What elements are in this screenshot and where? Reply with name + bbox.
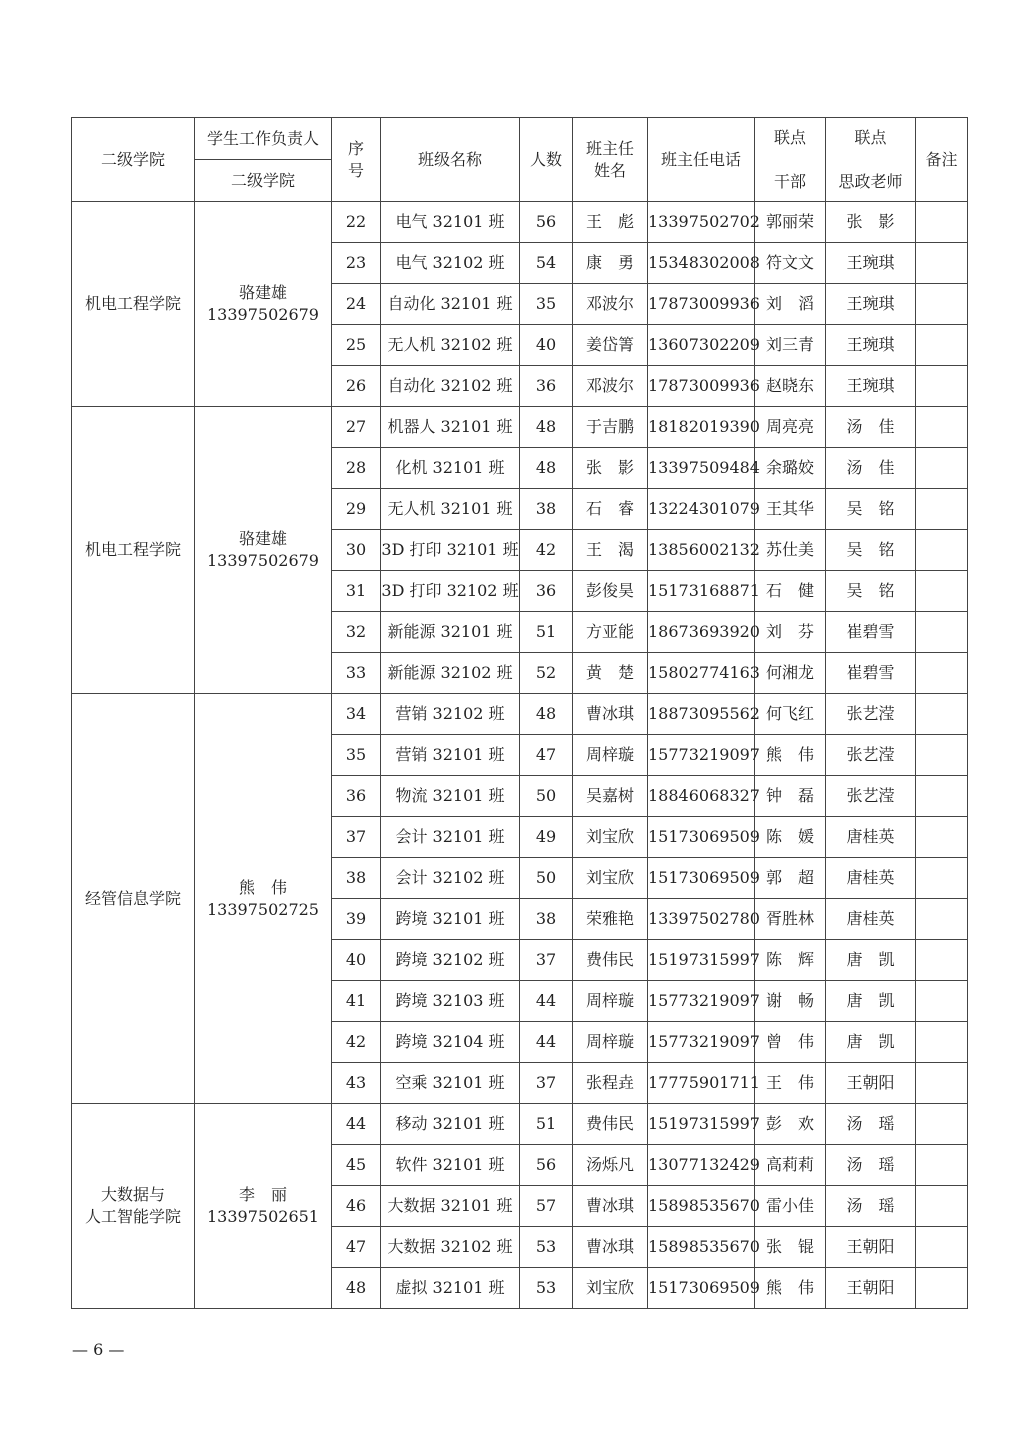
class-name-cell: 3D 打印 32101 班 [381,530,520,571]
phone-cell: 15802774163 [648,653,755,694]
remark-cell [916,981,968,1022]
cadre-cell: 郭 超 [755,858,826,899]
cadre-cell: 何湘龙 [755,653,826,694]
college-cell [72,1104,195,1309]
remark-cell [916,858,968,899]
phone-cell: 13397509484 [648,448,755,489]
phone-cell: 13607302209 [648,325,755,366]
phone-cell: 15197315997 [648,1104,755,1145]
remark-cell [916,407,968,448]
header-count: 人数 [520,118,573,202]
teacher-cell: 曹冰琪 [573,1186,648,1227]
cadre-cell: 刘三青 [755,325,826,366]
counselor-cell: 汤 瑶 [826,1104,916,1145]
lead-name: 熊 伟 [238,877,287,897]
class-name-cell: 自动化 32101 班 [381,284,520,325]
remark-cell [916,1022,968,1063]
class-name-cell: 跨境 32103 班 [381,981,520,1022]
class-name-cell: 机器人 32101 班 [381,407,520,448]
seq-cell: 23 [332,243,381,284]
lead-phone: 13397502679 [207,551,319,570]
count-cell: 57 [520,1186,573,1227]
count-cell: 53 [520,1227,573,1268]
college-cell: 机电工程学院 [72,407,195,694]
counselor-cell: 汤 佳 [826,407,916,448]
class-name-cell: 空乘 32101 班 [381,1063,520,1104]
phone-cell: 17873009936 [648,366,755,407]
teacher-cell: 于吉鹏 [573,407,648,448]
remark-cell [916,612,968,653]
seq-cell: 27 [332,407,381,448]
class-name-cell: 物流 32101 班 [381,776,520,817]
count-cell: 49 [520,817,573,858]
phone-cell: 18846068327 [648,776,755,817]
table-row [72,694,968,735]
header-remark: 备注 [916,118,968,202]
count-cell: 44 [520,981,573,1022]
count-cell: 56 [520,202,573,243]
phone-cell: 15173069509 [648,1268,755,1309]
phone-cell: 15173069509 [648,858,755,899]
class-name-cell: 新能源 32101 班 [381,612,520,653]
teacher-cell: 刘宝欣 [573,817,648,858]
seq-cell: 25 [332,325,381,366]
class-name-cell: 跨境 32102 班 [381,940,520,981]
college-cell: 经管信息学院 [72,694,195,1104]
cadre-cell: 熊 伟 [755,1268,826,1309]
count-cell: 37 [520,1063,573,1104]
seq-cell: 42 [332,1022,381,1063]
cadre-cell: 余璐姣 [755,448,826,489]
class-name-cell: 无人机 32101 班 [381,489,520,530]
header-cadre [755,118,826,202]
header-cadre-top: 联点 [773,127,806,147]
counselor-cell: 王朝阳 [826,1227,916,1268]
cadre-cell: 何飞红 [755,694,826,735]
remark-cell [916,653,968,694]
count-cell: 51 [520,1104,573,1145]
teacher-cell: 张 影 [573,448,648,489]
teacher-cell: 邓波尔 [573,366,648,407]
header-phone: 班主任电话 [648,118,755,202]
seq-cell: 22 [332,202,381,243]
cadre-cell: 张 锟 [755,1227,826,1268]
class-name-cell: 无人机 32102 班 [381,325,520,366]
class-name-cell: 移动 32101 班 [381,1104,520,1145]
phone-cell: 15898535670 [648,1227,755,1268]
seq-cell: 39 [332,899,381,940]
counselor-cell: 王琬琪 [826,243,916,284]
phone-cell: 17873009936 [648,284,755,325]
cadre-cell: 周亮亮 [755,407,826,448]
teacher-cell: 王 彪 [573,202,648,243]
header-counselor-bottom: 思政老师 [838,171,903,191]
teacher-cell: 康 勇 [573,243,648,284]
teacher-cell: 王 渴 [573,530,648,571]
seq-cell: 44 [332,1104,381,1145]
table-row [72,1104,968,1145]
class-name-cell: 虚拟 32101 班 [381,1268,520,1309]
remark-cell [916,776,968,817]
phone-cell: 18182019390 [648,407,755,448]
class-name-cell: 会计 32102 班 [381,858,520,899]
count-cell: 37 [520,940,573,981]
counselor-cell: 汤 瑶 [826,1145,916,1186]
lead-name: 骆建雄 [238,529,287,548]
phone-cell: 15348302008 [648,243,755,284]
teacher-cell: 周梓璇 [573,735,648,776]
cadre-cell: 郭丽荣 [755,202,826,243]
counselor-cell: 唐桂英 [826,858,916,899]
class-name-cell: 自动化 32102 班 [381,366,520,407]
phone-cell: 13077132429 [648,1145,755,1186]
lead-cell [195,407,332,694]
count-cell: 42 [520,530,573,571]
table-header [72,118,968,202]
teacher-cell: 方亚能 [573,612,648,653]
cadre-cell: 钟 磊 [755,776,826,817]
count-cell: 51 [520,612,573,653]
lead-phone: 13397502651 [207,1207,319,1226]
phone-cell: 15773219097 [648,981,755,1022]
count-cell: 56 [520,1145,573,1186]
lead-cell [195,202,332,407]
lead-name: 骆建雄 [238,283,287,302]
remark-cell [916,366,968,407]
header-cadre-bottom: 干部 [773,171,806,191]
phone-cell: 15773219097 [648,1022,755,1063]
lead-cell [195,694,332,1104]
seq-cell: 40 [332,940,381,981]
header-counselor-top: 联点 [854,127,887,147]
class-name-cell: 跨境 32101 班 [381,899,520,940]
counselor-cell: 唐 凯 [826,1022,916,1063]
count-cell: 50 [520,858,573,899]
counselor-cell: 张 影 [826,202,916,243]
college-name-line2: 人工智能学院 [84,1207,181,1226]
seq-cell: 45 [332,1145,381,1186]
remark-cell [916,899,968,940]
seq-cell: 43 [332,1063,381,1104]
cadre-cell: 雷小佳 [755,1186,826,1227]
cadre-cell: 刘 滔 [755,284,826,325]
counselor-cell: 崔碧雪 [826,612,916,653]
count-cell: 36 [520,366,573,407]
phone-cell: 13397502702 [648,202,755,243]
cadre-cell: 胥胜林 [755,899,826,940]
seq-cell: 24 [332,284,381,325]
class-name-cell: 营销 32102 班 [381,694,520,735]
cadre-cell: 赵晓东 [755,366,826,407]
teacher-cell: 张程垚 [573,1063,648,1104]
seq-cell: 32 [332,612,381,653]
class-name-cell: 电气 32101 班 [381,202,520,243]
remark-cell [916,1227,968,1268]
remark-cell [916,1145,968,1186]
lead-name: 李 丽 [238,1185,287,1204]
teacher-cell: 邓波尔 [573,284,648,325]
seq-cell: 37 [332,817,381,858]
count-cell: 47 [520,735,573,776]
counselor-cell: 吴 铭 [826,489,916,530]
teacher-cell: 黄 楚 [573,653,648,694]
seq-cell: 31 [332,571,381,612]
teacher-cell: 荣雅艳 [573,899,648,940]
remark-cell [916,530,968,571]
class-name-cell: 大数据 32102 班 [381,1227,520,1268]
seq-cell: 41 [332,981,381,1022]
counselor-cell: 张艺滢 [826,735,916,776]
phone-cell: 13224301079 [648,489,755,530]
cadre-cell: 熊 伟 [755,735,826,776]
class-name-cell: 营销 32101 班 [381,735,520,776]
phone-cell: 13856002132 [648,530,755,571]
seq-cell: 36 [332,776,381,817]
count-cell: 48 [520,407,573,448]
cadre-cell: 符文文 [755,243,826,284]
class-name-cell: 跨境 32104 班 [381,1022,520,1063]
seq-cell: 38 [332,858,381,899]
teacher-cell: 石 睿 [573,489,648,530]
cadre-cell: 石 健 [755,571,826,612]
college-name-line1: 大数据与 [100,1185,165,1204]
phone-cell: 13397502780 [648,899,755,940]
phone-cell: 15173069509 [648,817,755,858]
cadre-cell: 王其华 [755,489,826,530]
counselor-cell: 张艺滢 [826,776,916,817]
count-cell: 38 [520,899,573,940]
teacher-cell: 吴嘉树 [573,776,648,817]
teacher-cell: 姜岱箐 [573,325,648,366]
cadre-cell: 陈 媛 [755,817,826,858]
count-cell: 35 [520,284,573,325]
teacher-cell: 曹冰琪 [573,694,648,735]
phone-cell: 17775901711 [648,1063,755,1104]
header-seq: 序号 [332,118,381,202]
teacher-cell: 彭俊昊 [573,571,648,612]
class-name-cell: 软件 32101 班 [381,1145,520,1186]
counselor-cell: 张艺滢 [826,694,916,735]
header-college: 二级学院 [72,118,195,202]
remark-cell [916,694,968,735]
counselor-cell: 唐桂英 [826,817,916,858]
counselor-cell: 唐桂英 [826,899,916,940]
class-name-cell: 新能源 32102 班 [381,653,520,694]
teacher-cell: 汤烁凡 [573,1145,648,1186]
counselor-cell: 唐 凯 [826,940,916,981]
counselor-cell: 王朝阳 [826,1063,916,1104]
count-cell: 52 [520,653,573,694]
college-cell: 机电工程学院 [72,202,195,407]
phone-cell: 15197315997 [648,940,755,981]
remark-cell [916,284,968,325]
remark-cell [916,817,968,858]
seq-cell: 28 [332,448,381,489]
remark-cell [916,325,968,366]
cadre-cell: 苏仕美 [755,530,826,571]
seq-cell: 48 [332,1268,381,1309]
counselor-cell: 吴 铭 [826,530,916,571]
teacher-cell: 周梓璇 [573,1022,648,1063]
counselor-cell: 唐 凯 [826,981,916,1022]
cadre-cell: 王 伟 [755,1063,826,1104]
table-row [72,407,968,448]
header-lead-sub: 二级学院 [195,160,332,202]
count-cell: 40 [520,325,573,366]
remark-cell [916,1104,968,1145]
counselor-cell: 王琬琪 [826,325,916,366]
lead-phone: 13397502679 [207,305,319,324]
phone-cell: 15173168871 [648,571,755,612]
table-body [72,202,968,1309]
class-name-cell: 大数据 32101 班 [381,1186,520,1227]
page-number: — 6 — [72,1340,125,1359]
cadre-cell: 刘 芬 [755,612,826,653]
class-name-cell: 化机 32101 班 [381,448,520,489]
counselor-cell: 吴 铭 [826,571,916,612]
count-cell: 38 [520,489,573,530]
counselor-cell: 汤 瑶 [826,1186,916,1227]
seq-cell: 33 [332,653,381,694]
class-name-cell: 会计 32101 班 [381,817,520,858]
seq-cell: 34 [332,694,381,735]
cadre-cell: 陈 辉 [755,940,826,981]
counselor-cell: 汤 佳 [826,448,916,489]
counselor-cell: 王朝阳 [826,1268,916,1309]
class-name-cell: 电气 32102 班 [381,243,520,284]
header-counselor [826,118,916,202]
count-cell: 54 [520,243,573,284]
remark-cell [916,940,968,981]
seq-cell: 26 [332,366,381,407]
header-teacher: 班主任姓名 [573,118,648,202]
counselor-cell: 王琬琪 [826,284,916,325]
counselor-cell: 崔碧雪 [826,653,916,694]
remark-cell [916,448,968,489]
lead-cell [195,1104,332,1309]
count-cell: 48 [520,694,573,735]
remark-cell [916,243,968,284]
remark-cell [916,735,968,776]
phone-cell: 18673693920 [648,612,755,653]
remark-cell [916,489,968,530]
remark-cell [916,1063,968,1104]
seq-cell: 46 [332,1186,381,1227]
lead-phone: 13397502725 [207,899,319,919]
cadre-cell: 谢 畅 [755,981,826,1022]
cadre-cell: 彭 欢 [755,1104,826,1145]
teacher-cell: 曹冰琪 [573,1227,648,1268]
remark-cell [916,1268,968,1309]
teacher-cell: 刘宝欣 [573,858,648,899]
header-lead-group: 学生工作负责人 [195,118,332,160]
remark-cell [916,571,968,612]
table-row [72,202,968,243]
remark-cell [916,202,968,243]
phone-cell: 18873095562 [648,694,755,735]
seq-cell: 35 [332,735,381,776]
cadre-cell: 高莉莉 [755,1145,826,1186]
header-class-name: 班级名称 [381,118,520,202]
seq-cell: 29 [332,489,381,530]
class-name-cell: 3D 打印 32102 班 [381,571,520,612]
teacher-cell: 费伟民 [573,940,648,981]
seq-cell: 47 [332,1227,381,1268]
teacher-cell: 刘宝欣 [573,1268,648,1309]
counselor-cell: 王琬琪 [826,366,916,407]
count-cell: 44 [520,1022,573,1063]
phone-cell: 15898535670 [648,1186,755,1227]
count-cell: 50 [520,776,573,817]
count-cell: 53 [520,1268,573,1309]
cadre-cell: 曾 伟 [755,1022,826,1063]
count-cell: 48 [520,448,573,489]
count-cell: 36 [520,571,573,612]
phone-cell: 15773219097 [648,735,755,776]
class-roster-table [71,117,968,1309]
remark-cell [916,1186,968,1227]
teacher-cell: 费伟民 [573,1104,648,1145]
seq-cell: 30 [332,530,381,571]
teacher-cell: 周梓璇 [573,981,648,1022]
